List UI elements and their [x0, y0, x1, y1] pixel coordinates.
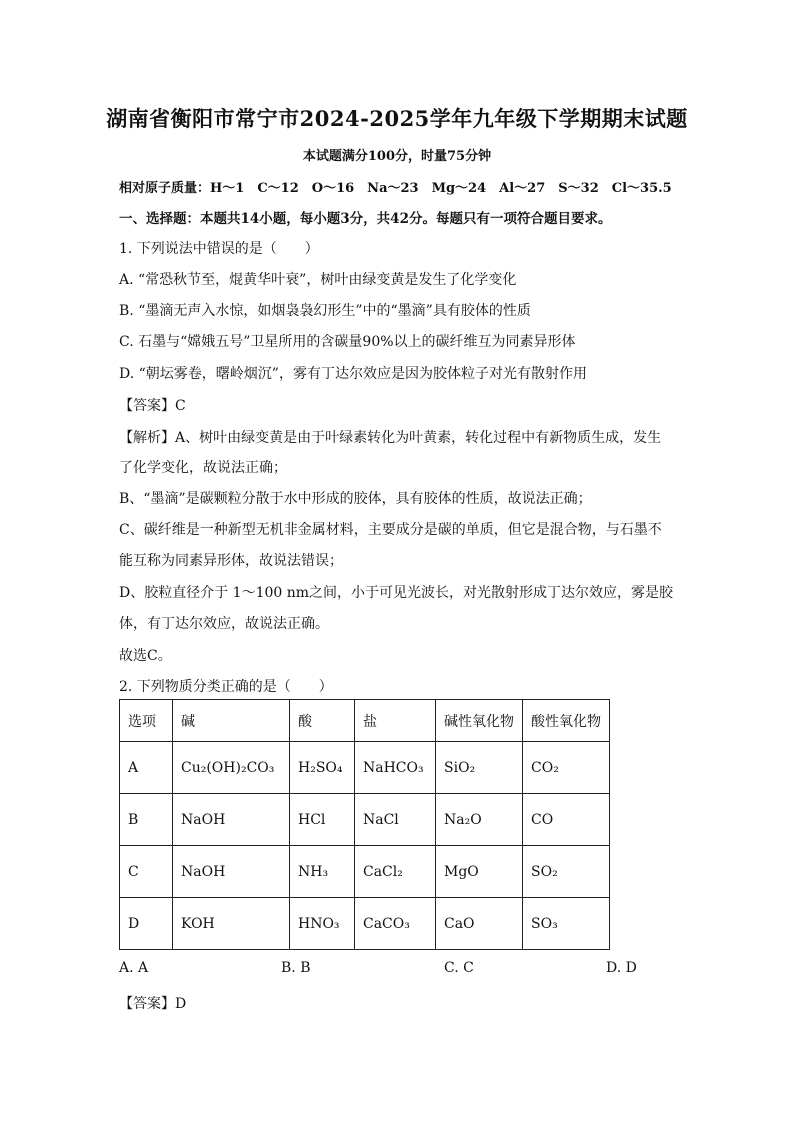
table-cell: SiO₂: [436, 742, 523, 794]
table-cell: CO: [523, 794, 610, 846]
table-header-row: [120, 700, 610, 742]
analysis-line: C、碳纤维是一种新型无机非金属材料，主要成分是碳的单质，但它是混合物，与石墨不: [119, 522, 662, 538]
analysis-line: B、“墨滴”是碳颗粒分散于水中形成的胶体，具有胶体的性质，故说法正确；: [119, 491, 592, 507]
analysis-line: 能互称为同素异形体，故说法错误；: [119, 553, 343, 569]
question-2-answer: 【答案】D: [119, 996, 187, 1012]
table-cell: D: [120, 898, 173, 950]
analysis-line: 了化学变化，故说法正确；: [119, 460, 287, 476]
question-1-option-c: C. 石墨与“嫦娥五号”卫星所用的含碳量90%以上的碳纤维互为同素异形体: [119, 334, 576, 350]
table-row: [120, 846, 610, 898]
table-cell: NaCl: [355, 794, 436, 846]
question-1-answer: 【答案】C: [119, 398, 186, 414]
table-cell: MgO: [436, 846, 523, 898]
question-1-option-d: D. “朝坛雾卷，曙岭烟沉”，雾有丁达尔效应是因为胶体粒子对光有散射作用: [119, 366, 587, 382]
header-cell: 选项: [120, 700, 173, 742]
table-cell: NaHCO₃: [355, 742, 436, 794]
table-cell: NaOH: [173, 794, 290, 846]
classification-table: [119, 699, 610, 950]
header-cell: 盐: [355, 700, 436, 742]
question-2-option-b: B. B: [281, 960, 311, 976]
question-2-option-a: A. A: [119, 960, 149, 976]
table-cell: HCl: [290, 794, 355, 846]
section-heading: 一、选择题：本题共14小题，每小题3分，共42分。每题只有一项符合题目要求。: [119, 211, 612, 227]
question-2-stem: 2. 下列物质分类正确的是（ ）: [119, 679, 333, 695]
table-cell: CaCO₃: [355, 898, 436, 950]
header-cell: 碱: [173, 700, 290, 742]
table-cell: B: [120, 794, 173, 846]
table-row: [120, 794, 610, 846]
analysis-line: D、胶粒直径介于 1～100 nm之间，小于可见光波长，对光散射形成丁达尔效应，雾是胶: [119, 585, 674, 601]
header-cell: 酸性氧化物: [523, 700, 610, 742]
table-cell: KOH: [173, 898, 290, 950]
table-cell: HNO₃: [290, 898, 355, 950]
header-cell: 碱性氧化物: [436, 700, 523, 742]
analysis-line: 【解析】A、树叶由绿变黄是由于叶绿素转化为叶黄素，转化过程中有新物质生成，发生: [119, 430, 662, 446]
header-cell: 酸: [290, 700, 355, 742]
table-cell: SO₃: [523, 898, 610, 950]
question-1-conclusion: 故选C。: [119, 648, 172, 664]
analysis-line: 体，有丁达尔效应，故说法正确。: [119, 616, 329, 632]
table-cell: C: [120, 846, 173, 898]
table-cell: Cu₂(OH)₂CO₃: [173, 742, 290, 794]
table-cell: A: [120, 742, 173, 794]
table-row: [120, 742, 610, 794]
question-2-option-c: C. C: [444, 960, 474, 976]
table-cell: CaCl₂: [355, 846, 436, 898]
table-cell: H₂SO₄: [290, 742, 355, 794]
table-cell: Na₂O: [436, 794, 523, 846]
question-1-stem: 1. 下列说法中错误的是（ ）: [119, 241, 319, 257]
atomic-mass-line: 相对原子质量：H～1 C～12 O～16 Na～23 Mg～24 Al～27 S～32 Cl～35.5: [119, 181, 672, 196]
table-cell: CO₂: [523, 742, 610, 794]
table-cell: NH₃: [290, 846, 355, 898]
question-1-option-b: B. “墨滴无声入水惊，如烟袅袅幻形生”中的“墨滴”具有胶体的性质: [119, 303, 531, 319]
table-cell: CaO: [436, 898, 523, 950]
page-title: 湖南省衡阳市常宁市2024-2025学年九年级下学期期末试题: [106, 106, 688, 131]
question-1-option-a: A. “常恐秋节至，焜黄华叶衰”，树叶由绿变黄是发生了化学变化: [119, 272, 517, 288]
question-2-option-d: D. D: [606, 960, 637, 976]
table-row: [120, 898, 610, 950]
exam-info: 本试题满分100分，时量75分钟: [302, 149, 492, 164]
table-cell: SO₂: [523, 846, 610, 898]
table-cell: NaOH: [173, 846, 290, 898]
